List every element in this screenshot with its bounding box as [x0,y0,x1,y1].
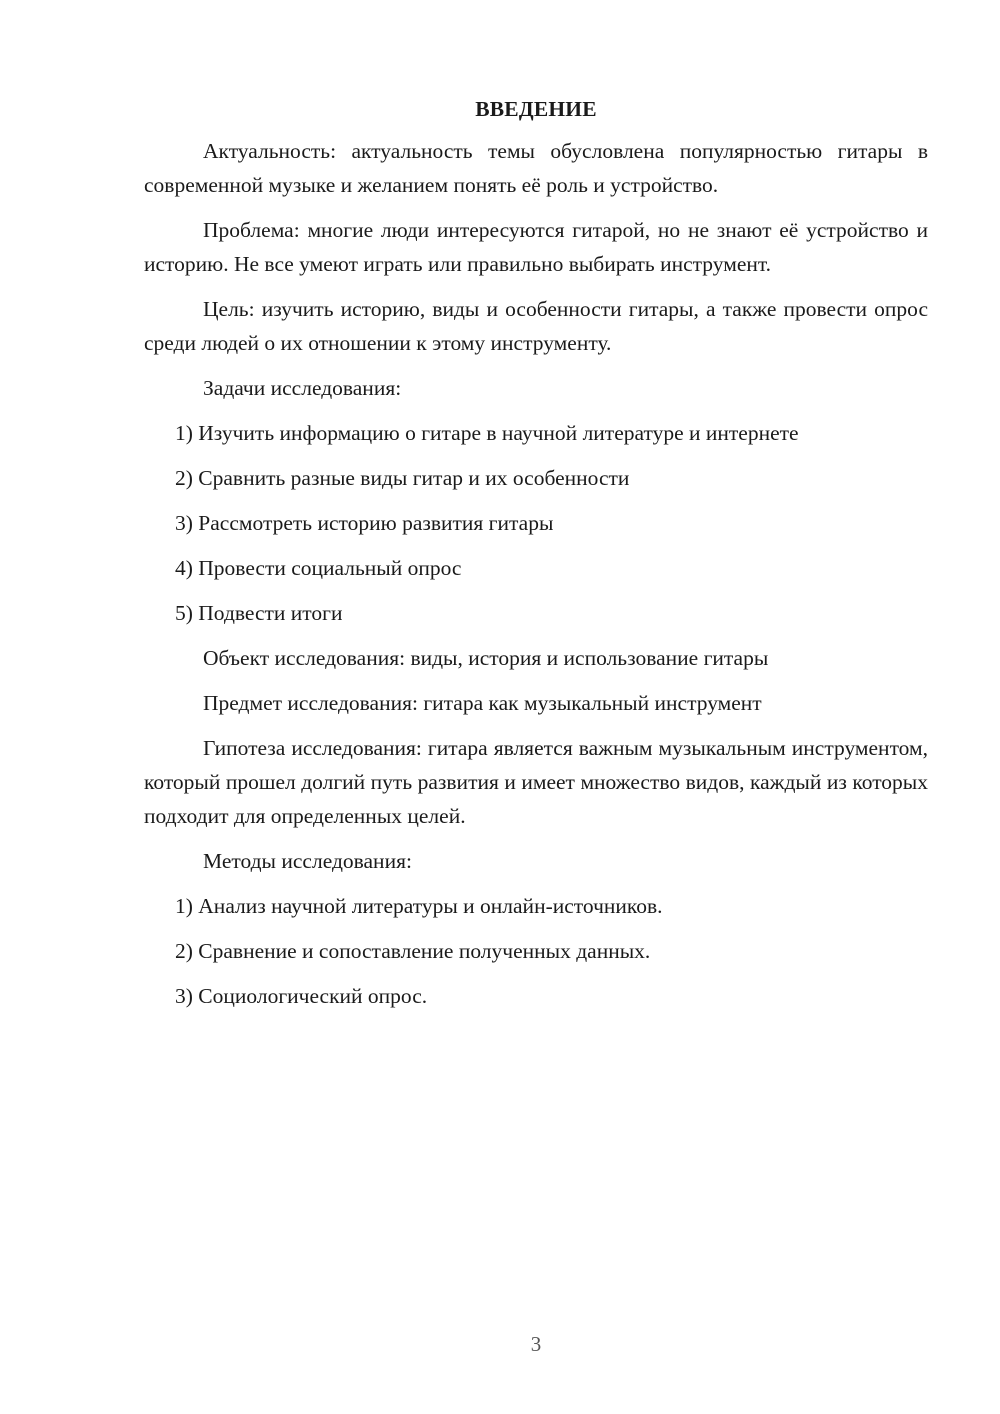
task-item: 1) Изучить информацию о гитаре в научной литературе и интернете [175,421,799,445]
method-item: 1) Анализ научной литературы и онлайн-источников. [175,894,663,918]
goal-paragraph: Цель: изучить историю, виды и особенности гитары, а также провести опрос среди людей о их отношении к этому инструменту. [144,297,928,355]
object-line: Объект исследования: виды, история и использование гитары [203,646,769,670]
task-item: 5) Подвести итоги [175,601,343,625]
methods-heading: Методы исследования: [203,849,412,873]
page-title: ВВЕДЕНИЕ [475,97,597,121]
task-item: 2) Сравнить разные виды гитар и их особенности [175,466,630,490]
task-item: 4) Провести социальный опрос [175,556,462,580]
page-content [144,92,928,1024]
problem-paragraph: Проблема: многие люди интересуются гитарой, но не знают её устройство и историю. Не все умеют играть или правильно выбирать инструмент. [144,218,928,276]
tasks-heading: Задачи исследования: [203,376,402,400]
method-item: 2) Сравнение и сопоставление полученных данных. [175,939,651,963]
relevance-paragraph: Актуальность: актуальность темы обусловлена популярностью гитары в современной музыке и желанием понять её роль и устройство. [144,139,928,197]
page-number: 3 [530,1332,542,1356]
subject-line: Предмет исследования: гитара как музыкальный инструмент [203,691,762,715]
hypothesis-paragraph: Гипотеза исследования: гитара является важным музыкальным инструментом, который прошел долгий путь развития и имеет множество видов, каждый из которых подходит для определенных целей. [144,736,928,828]
task-item: 3) Рассмотреть историю развития гитары [175,511,554,535]
method-item: 3) Социологический опрос. [175,984,428,1008]
